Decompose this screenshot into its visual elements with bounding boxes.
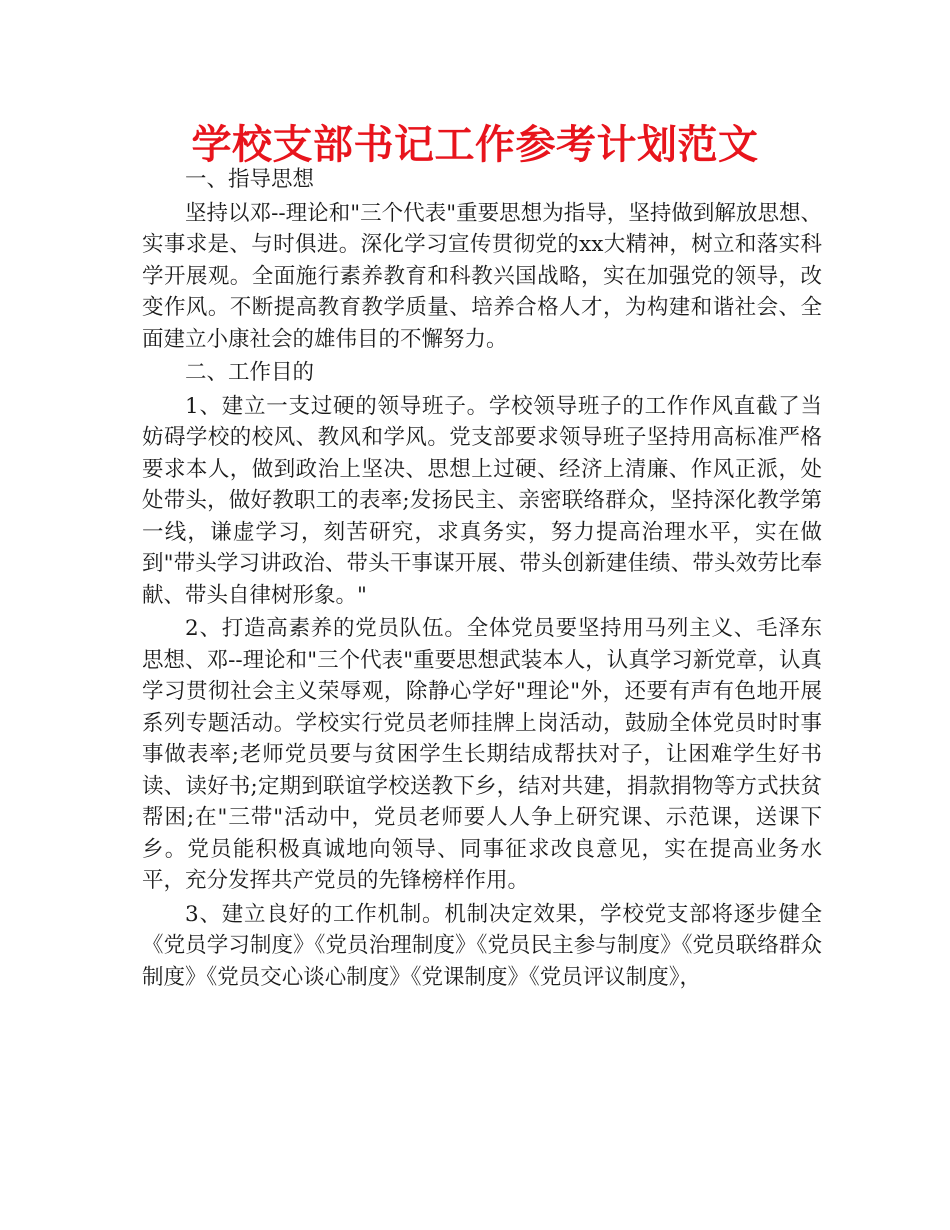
paragraph-leadership-team: 1、建立一支过硬的领导班子。学校领导班子的工作作风直截了当妨碍学校的校风、教风和学风。党支部要求领导班子坚持用高标准严格要求本人，做到政治上坚决、思想上过硬、经济上清廉、作风正派，处处带头，做好教职工的表率;发扬民主、亲密联络群众，坚持深化教学第一线，谦虚学习，刻苦研究，求真务实，努力提高治理水平，实在做到"带头学习讲政治、带头干事谋开展、带头创新建佳绩、带头效劳比奉献、带头自律树形象。": [142, 393, 822, 608]
document-body: [142, 164, 822, 993]
section-heading-guiding-ideology: 一、指导思想: [185, 167, 315, 192]
paragraph-work-mechanism: 3、建立良好的工作机制。机制决定效果，学校党支部将逐步健全《党员学习制度》《党员治理制度》《党员民主参与制度》《党员联络群众制度》《党员交心谈心制度》《党课制度》《党员评议制度》，: [142, 901, 822, 990]
paragraph-guiding-ideology: 坚持以邓--理论和"三个代表"重要思想为指导，坚持做到解放思想、实事求是、与时俱进。深化学习宣传贯彻党的xx大精神，树立和落实科学开展观。全面施行素养教育和科教兴国战略，实在加强党的领导，改变作风。不断提高教育教学质量、培养合格人才，为构建和谐社会、全面建立小康社会的雄伟目的不懈努力。: [142, 200, 822, 352]
document-title: 学校支部书记工作参考计划范文: [191, 122, 759, 168]
section-heading-work-goals: 二、工作目的: [185, 360, 315, 385]
paragraph-party-member-team: 2、打造高素养的党员队伍。全体党员要坚持用马列主义、毛泽东思想、邓--理论和"三个代表"重要思想武装本人，认真学习新党章，认真学习贯彻社会主义荣辱观，除静心学好"理论"外，还要有声有色地开展系列专题活动。学校实行党员老师挂牌上岗活动，鼓励全体党员时时事事做表率;老师党员要与贫困学生长期结成帮扶对子，让困难学生好书读、读好书;定期到联谊学校送教下乡，结对共建，捐款捐物等方式扶贫帮困;在"三带"活动中，党员老师要人人争上研究课、示范课，送课下乡。党员能积极真诚地向领导、同事征求改良意见，实在提高业务水平，充分发挥共产党员的先锋榜样作用。: [142, 616, 822, 893]
